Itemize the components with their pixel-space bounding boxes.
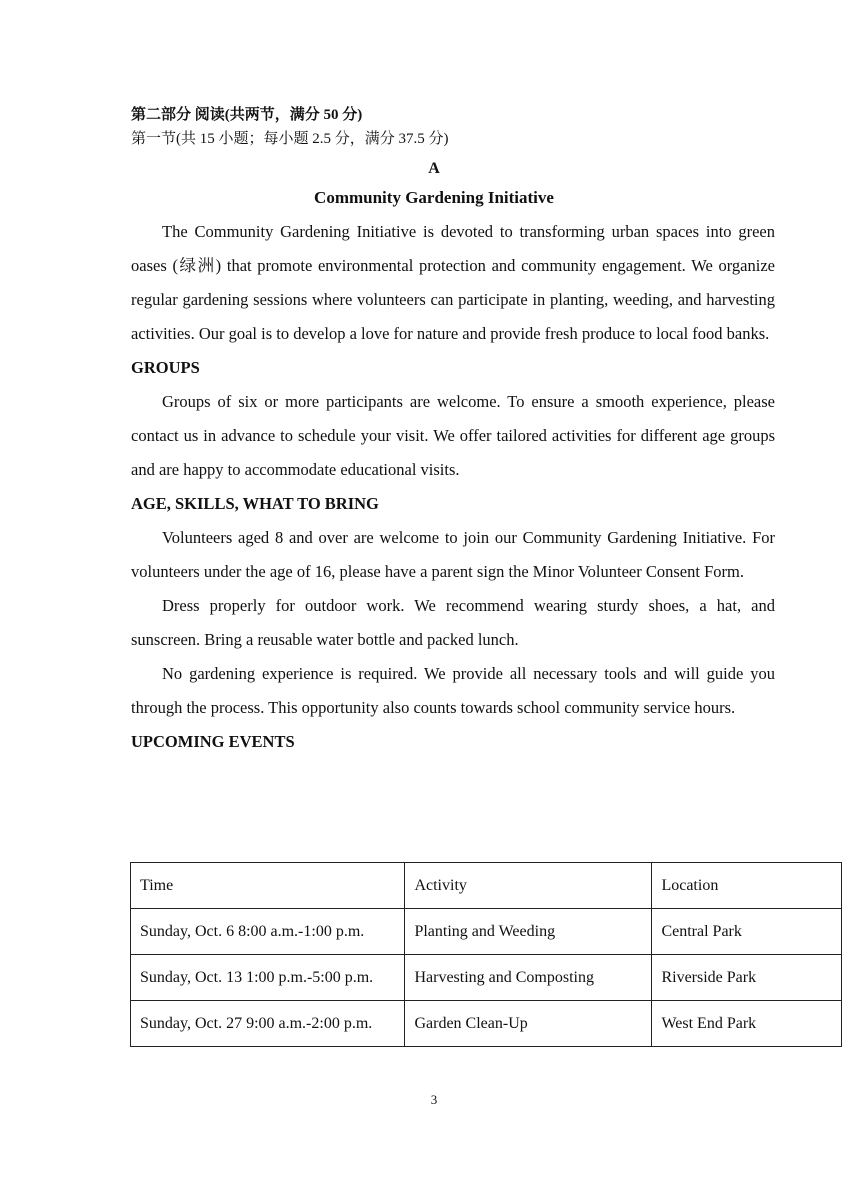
event-time: Sunday, Oct. 13 1:00 p.m.-5:00 p.m. [131, 955, 405, 1001]
section-subtitle: 第一节(共 15 小题；每小题 2.5 分，满分 37.5 分) [131, 131, 449, 147]
table-header-time: Time [131, 863, 405, 909]
table-row [131, 955, 842, 1001]
groups-paragraph: Groups of six or more participants are welcome. To ensure a smooth experience, please contact us in advance to schedule your visit. We offer tailored activities for different age groups and are happy to accommodate educational visits. [131, 392, 775, 479]
events-table [130, 862, 842, 1047]
event-activity: Planting and Weeding [405, 909, 652, 955]
section-title: 第二部分 阅读(共两节，满分 50 分) [131, 107, 363, 123]
page-number: 3 [430, 1092, 438, 1107]
upcoming-events-heading: UPCOMING EVENTS [131, 732, 295, 751]
table-header-activity: Activity [405, 863, 652, 909]
groups-heading: GROUPS [131, 358, 200, 377]
event-location: Central Park [652, 909, 842, 955]
passage-label: A [428, 160, 440, 177]
event-activity: Garden Clean-Up [405, 1001, 652, 1047]
event-location: Riverside Park [652, 955, 842, 1001]
event-activity: Harvesting and Composting [405, 955, 652, 1001]
intro-paragraph: The Community Gardening Initiative is devoted to transforming urban spaces into green oases (绿洲) that promote environmental protection and community engagement. We organize regular gardening sessions where volunteers can participate in planting, weeding, and harvesting activities. Our goal is to develop a love for nature and provide fresh produce to local food banks. [131, 222, 775, 343]
table-row [131, 909, 842, 955]
age-paragraph: Volunteers aged 8 and over are welcome to join our Community Gardening Initiative. For volunteers under the age of 16, please have a parent sign the Minor Volunteer Consent Form. [131, 528, 775, 581]
age-skills-heading: AGE, SKILLS, WHAT TO BRING [131, 494, 379, 513]
table-header-location: Location [652, 863, 842, 909]
passage-title: Community Gardening Initiative [314, 188, 554, 207]
dress-paragraph: Dress properly for outdoor work. We recommend wearing sturdy shoes, a hat, and sunscreen. Bring a reusable water bottle and packed lunch. [131, 596, 775, 649]
event-time: Sunday, Oct. 27 9:00 a.m.-2:00 p.m. [131, 1001, 405, 1047]
table-header-row [131, 863, 842, 909]
experience-paragraph: No gardening experience is required. We provide all necessary tools and will guide you through the process. This opportunity also counts towards school community service hours. [131, 664, 775, 717]
event-location: West End Park [652, 1001, 842, 1047]
table-row [131, 1001, 842, 1047]
event-time: Sunday, Oct. 6 8:00 a.m.-1:00 p.m. [131, 909, 405, 955]
passage-body [131, 215, 775, 759]
